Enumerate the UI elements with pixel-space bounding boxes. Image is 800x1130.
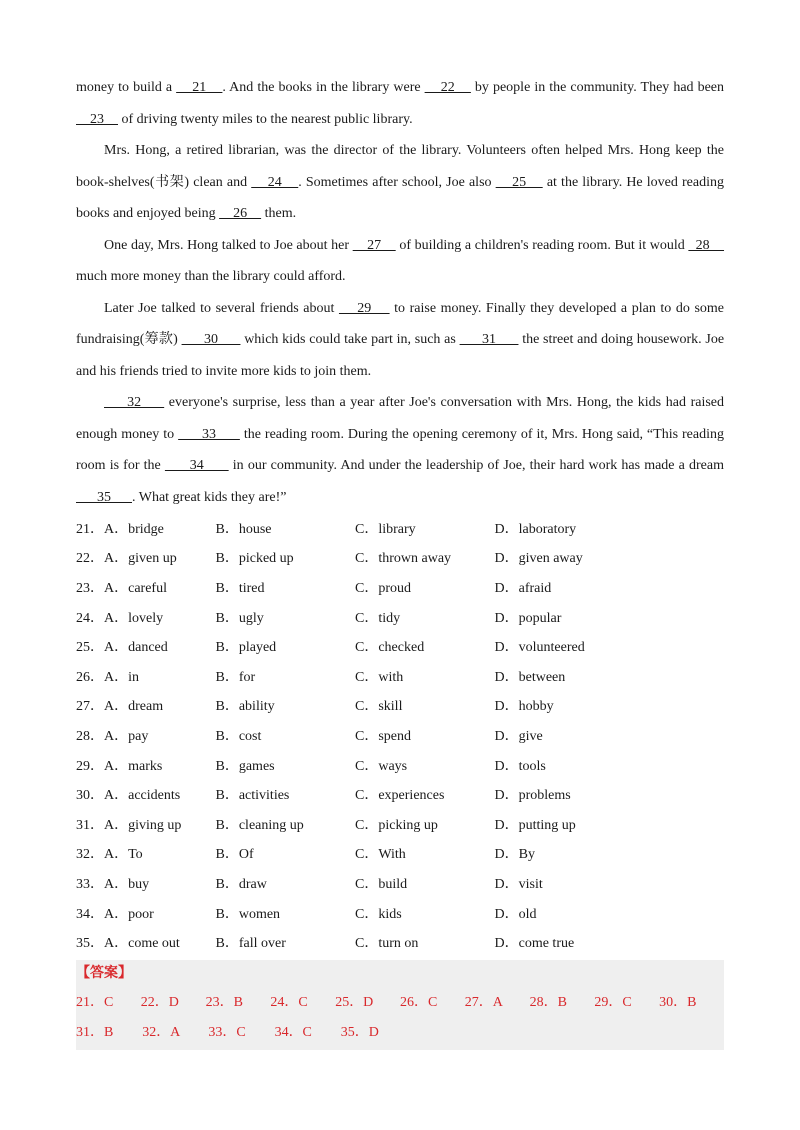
text: Mrs. Hong, a retired librarian, was the director of the library. Volunteers often helped Mrs. Hong keep the book-shelves(书架) clean and — [76, 143, 724, 190]
answer-item: 34．C — [274, 1024, 312, 1040]
passage-paragraph-1 — [76, 72, 724, 135]
option-a: 31．A．giving up — [76, 817, 182, 833]
blank-21: 21 — [176, 80, 223, 95]
option-d: D．given away — [494, 551, 583, 567]
option-c: C．build — [355, 876, 408, 892]
question-row-31 — [76, 809, 724, 839]
document-page — [76, 72, 724, 1050]
option-b: B．picked up — [215, 551, 294, 567]
option-a: 29．A．marks — [76, 758, 163, 774]
passage-paragraph-4 — [76, 293, 724, 388]
question-row-25 — [76, 631, 724, 661]
option-a: 33．A．buy — [76, 876, 150, 892]
answer-title: 【答案】 — [76, 965, 132, 981]
option-b: B．draw — [215, 876, 267, 892]
blank-31: 31 — [459, 332, 519, 347]
text: the street and doing housework. Joe and his friends tried to invite more kids to join them. — [76, 332, 725, 379]
text: them. — [261, 206, 297, 221]
options-list — [76, 513, 724, 957]
passage-paragraph-5 — [76, 387, 724, 513]
answer-row-2 — [76, 1016, 724, 1046]
option-d: D．old — [494, 906, 537, 922]
option-b: B．ability — [215, 699, 275, 715]
option-b: B．played — [215, 640, 277, 656]
option-d: D．hobby — [494, 699, 554, 715]
option-d: D．between — [494, 669, 566, 685]
option-b: B．activities — [215, 788, 290, 804]
answer-item: 29．C — [594, 994, 632, 1010]
answer-row-1 — [76, 986, 724, 1016]
blank-34: 34 — [164, 458, 229, 473]
text: . And the books in the library were — [222, 80, 425, 95]
option-c: C．with — [355, 669, 404, 685]
option-d: D．come true — [494, 936, 575, 952]
option-d: D．problems — [494, 788, 571, 804]
option-c: C．skill — [355, 699, 403, 715]
text: at the library. He loved reading books and enjoyed being — [76, 174, 724, 221]
text: which kids could take part in, such as — [240, 332, 460, 347]
option-d: D．putting up — [494, 817, 576, 833]
option-d: D．afraid — [494, 580, 552, 596]
answer-item: 30．B — [659, 994, 697, 1010]
text: of building a children's reading room. But it would — [395, 237, 689, 253]
option-d: D．visit — [494, 876, 543, 892]
option-d: D．give — [494, 728, 543, 744]
option-b: B．cost — [215, 728, 262, 744]
option-b: B．cleaning up — [215, 817, 304, 833]
option-d: D．popular — [494, 610, 562, 626]
text: in our community. And under the leadership of Joe, their hard work has made a dream — [228, 458, 725, 473]
text: . What great kids they are!” — [132, 489, 287, 505]
option-d: D．volunteered — [494, 640, 585, 656]
text: much more money than the library could afford. — [76, 269, 346, 284]
answer-item: 35．D — [340, 1024, 379, 1040]
blank-25: 25 — [495, 174, 543, 190]
question-row-23 — [76, 572, 724, 602]
option-c: C．turn on — [355, 936, 419, 952]
option-b: B．Of — [215, 847, 254, 863]
option-b: B．games — [215, 758, 275, 774]
option-c: C．checked — [355, 640, 425, 656]
question-row-28 — [76, 720, 724, 750]
option-b: B．for — [215, 669, 256, 685]
text: One day, Mrs. Hong talked to Joe about her — [104, 237, 353, 253]
question-row-33 — [76, 868, 724, 898]
answer-item: 23．B — [205, 994, 243, 1010]
question-row-29 — [76, 750, 724, 780]
question-row-30 — [76, 779, 724, 809]
option-a: 25．A．danced — [76, 640, 168, 656]
answer-section — [76, 960, 724, 1050]
option-b: B．tired — [215, 580, 265, 596]
answer-item: 24．C — [270, 994, 308, 1010]
text: the reading room. During the opening ceremony of it, Mrs. Hong said, “This reading room is for the — [76, 426, 724, 473]
option-a: 27．A．dream — [76, 699, 164, 715]
option-a: 30．A．accidents — [76, 788, 181, 804]
text: of driving twenty miles to the nearest public library. — [118, 111, 413, 127]
option-a: 32．A．To — [76, 847, 143, 863]
blank-30: 30 — [181, 332, 241, 347]
option-b: B．fall over — [215, 936, 286, 952]
option-a: 35．A．come out — [76, 936, 180, 952]
blank-32: 32 — [104, 395, 165, 410]
question-row-21 — [76, 513, 724, 543]
blank-24: 24 — [251, 174, 299, 190]
option-a: 24．A．lovely — [76, 610, 164, 626]
question-row-32 — [76, 839, 724, 869]
answer-item: 21．C — [76, 994, 114, 1010]
option-d: D．laboratory — [494, 521, 577, 537]
blank-26: 26 — [219, 206, 262, 221]
passage-paragraph-2 — [76, 135, 724, 230]
blank-28: 28 — [688, 237, 725, 253]
option-c: C．kids — [355, 906, 402, 922]
answer-item: 25．D — [335, 994, 374, 1010]
question-row-22 — [76, 543, 724, 573]
blank-33: 33 — [178, 426, 240, 442]
text: everyone's surprise, less than a year after Joe's conversation with Mrs. Hong, the kids had raised enough money to — [76, 395, 724, 442]
blank-22: 22 — [424, 80, 471, 95]
option-c: C．library — [355, 521, 416, 537]
option-d: D．By — [494, 847, 535, 863]
question-row-26 — [76, 661, 724, 691]
text: to raise money. Finally they developed a plan to do some fundraising(筹款) — [76, 300, 724, 347]
blank-29: 29 — [338, 300, 390, 316]
option-d: D．tools — [494, 758, 546, 774]
option-a: 34．A．poor — [76, 906, 154, 922]
passage-paragraph-3 — [76, 230, 724, 293]
blank-23: 23 — [76, 111, 118, 127]
text: Later Joe talked to several friends about — [104, 300, 339, 316]
option-c: C．thrown away — [355, 551, 452, 567]
option-a: 26．A．in — [76, 669, 139, 685]
option-a: 28．A．pay — [76, 728, 149, 744]
option-a: 23．A．careful — [76, 580, 167, 596]
option-b: B．house — [215, 521, 272, 537]
question-row-34 — [76, 898, 724, 928]
text: . Sometimes after school, Joe also — [298, 174, 496, 190]
answer-item: 28．B — [529, 994, 567, 1010]
option-b: B．women — [215, 906, 281, 922]
option-c: C．tidy — [355, 610, 401, 626]
text: money to build a — [76, 80, 177, 95]
option-c: C．proud — [355, 580, 411, 596]
question-row-27 — [76, 691, 724, 721]
blank-27: 27 — [352, 237, 396, 253]
option-c: C．spend — [355, 728, 411, 744]
option-c: C．ways — [355, 758, 408, 774]
option-b: B．ugly — [215, 610, 264, 626]
answer-item: 26．C — [399, 994, 438, 1010]
blank-35: 35 — [76, 489, 132, 505]
answer-item: 33．C — [208, 1024, 246, 1040]
question-row-35 — [76, 927, 724, 957]
question-row-24 — [76, 602, 724, 632]
answer-item: 31．B — [76, 1024, 114, 1040]
answer-item: 32．A — [142, 1024, 181, 1040]
option-c: C．With — [355, 847, 406, 863]
answer-item: 22．D — [140, 994, 179, 1010]
option-c: C．picking up — [355, 817, 438, 833]
option-c: C．experiences — [355, 788, 445, 804]
answer-item: 27．A — [464, 994, 503, 1010]
text: by people in the community. They had been — [470, 80, 724, 95]
option-a: 22．A．given up — [76, 551, 177, 567]
option-a: 21．A．bridge — [76, 521, 164, 537]
